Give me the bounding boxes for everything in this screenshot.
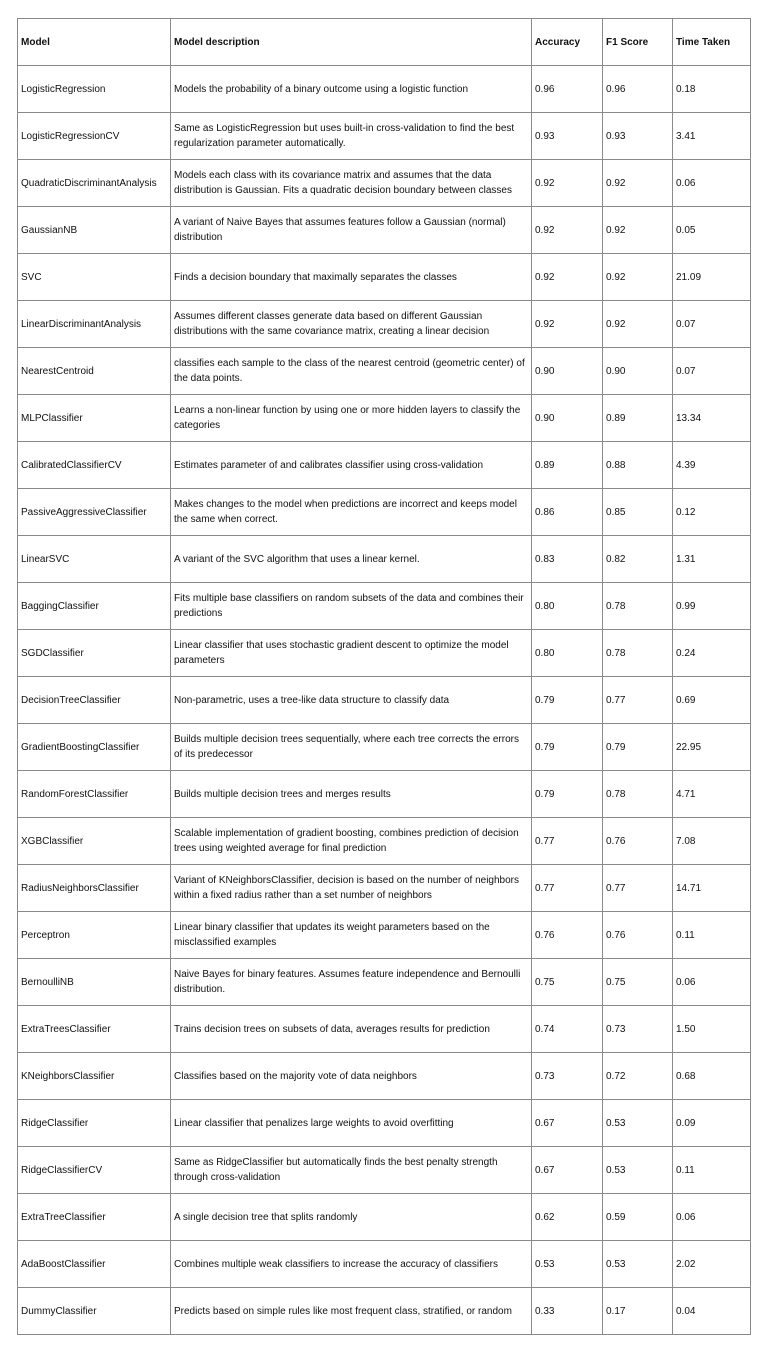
accuracy-cell: 0.86 <box>532 489 603 536</box>
time-taken-cell: 0.11 <box>673 912 751 959</box>
f1-score-cell: 0.59 <box>603 1194 673 1241</box>
model-description-cell: Combines multiple weak classifiers to increase the accuracy of classifiers <box>171 1241 532 1288</box>
table-row <box>18 1006 751 1053</box>
f1-score-cell: 0.96 <box>603 66 673 113</box>
time-taken-cell: 0.06 <box>673 160 751 207</box>
table-row <box>18 1241 751 1288</box>
table-row <box>18 959 751 1006</box>
model-description-cell: Trains decision trees on subsets of data, averages results for prediction <box>171 1006 532 1053</box>
table-row <box>18 1288 751 1335</box>
accuracy-cell: 0.79 <box>532 724 603 771</box>
header-description: Model description <box>171 19 532 66</box>
model-name-cell: LinearDiscriminantAnalysis <box>18 301 171 348</box>
f1-score-cell: 0.78 <box>603 771 673 818</box>
time-taken-cell: 13.34 <box>673 395 751 442</box>
f1-score-cell: 0.93 <box>603 113 673 160</box>
time-taken-cell: 1.50 <box>673 1006 751 1053</box>
model-description-cell: Same as RidgeClassifier but automatically finds the best penalty strength through cross-validation <box>171 1147 532 1194</box>
accuracy-cell: 0.89 <box>532 442 603 489</box>
accuracy-cell: 0.92 <box>532 207 603 254</box>
time-taken-cell: 21.09 <box>673 254 751 301</box>
header-accuracy: Accuracy <box>532 19 603 66</box>
accuracy-cell: 0.79 <box>532 677 603 724</box>
accuracy-cell: 0.90 <box>532 348 603 395</box>
accuracy-cell: 0.83 <box>532 536 603 583</box>
time-taken-cell: 22.95 <box>673 724 751 771</box>
model-name-cell: ExtraTreesClassifier <box>18 1006 171 1053</box>
accuracy-cell: 0.80 <box>532 583 603 630</box>
model-description-cell: Naive Bayes for binary features. Assumes feature independence and Bernoulli distribution. <box>171 959 532 1006</box>
table-row <box>18 1147 751 1194</box>
table-row <box>18 1194 751 1241</box>
f1-score-cell: 0.53 <box>603 1147 673 1194</box>
time-taken-cell: 0.69 <box>673 677 751 724</box>
table-row <box>18 818 751 865</box>
model-name-cell: RidgeClassifierCV <box>18 1147 171 1194</box>
accuracy-cell: 0.75 <box>532 959 603 1006</box>
model-name-cell: XGBClassifier <box>18 818 171 865</box>
model-name-cell: RandomForestClassifier <box>18 771 171 818</box>
table-row <box>18 630 751 677</box>
table-row <box>18 160 751 207</box>
accuracy-cell: 0.76 <box>532 912 603 959</box>
model-name-cell: GradientBoostingClassifier <box>18 724 171 771</box>
table-row <box>18 1053 751 1100</box>
f1-score-cell: 0.75 <box>603 959 673 1006</box>
model-name-cell: PassiveAggressiveClassifier <box>18 489 171 536</box>
model-description-cell: Makes changes to the model when predictions are incorrect and keeps model the same when correct. <box>171 489 532 536</box>
table-row <box>18 489 751 536</box>
f1-score-cell: 0.77 <box>603 677 673 724</box>
model-name-cell: GaussianNB <box>18 207 171 254</box>
time-taken-cell: 4.39 <box>673 442 751 489</box>
f1-score-cell: 0.72 <box>603 1053 673 1100</box>
model-description-cell: A single decision tree that splits randomly <box>171 1194 532 1241</box>
accuracy-cell: 0.79 <box>532 771 603 818</box>
model-name-cell: LinearSVC <box>18 536 171 583</box>
header-time-taken: Time Taken <box>673 19 751 66</box>
accuracy-cell: 0.80 <box>532 630 603 677</box>
f1-score-cell: 0.78 <box>603 583 673 630</box>
f1-score-cell: 0.92 <box>603 301 673 348</box>
model-name-cell: AdaBoostClassifier <box>18 1241 171 1288</box>
f1-score-cell: 0.53 <box>603 1241 673 1288</box>
time-taken-cell: 0.05 <box>673 207 751 254</box>
time-taken-cell: 14.71 <box>673 865 751 912</box>
time-taken-cell: 1.31 <box>673 536 751 583</box>
model-description-cell: Fits multiple base classifiers on random subsets of the data and combines their predictions <box>171 583 532 630</box>
f1-score-cell: 0.78 <box>603 630 673 677</box>
model-description-cell: Linear binary classifier that updates its weight parameters based on the misclassified examples <box>171 912 532 959</box>
accuracy-cell: 0.62 <box>532 1194 603 1241</box>
model-name-cell: DummyClassifier <box>18 1288 171 1335</box>
f1-score-cell: 0.92 <box>603 254 673 301</box>
time-taken-cell: 0.09 <box>673 1100 751 1147</box>
accuracy-cell: 0.73 <box>532 1053 603 1100</box>
f1-score-cell: 0.92 <box>603 160 673 207</box>
time-taken-cell: 7.08 <box>673 818 751 865</box>
f1-score-cell: 0.90 <box>603 348 673 395</box>
time-taken-cell: 0.68 <box>673 1053 751 1100</box>
f1-score-cell: 0.73 <box>603 1006 673 1053</box>
time-taken-cell: 0.99 <box>673 583 751 630</box>
model-description-cell: classifies each sample to the class of the nearest centroid (geometric center) of the data points. <box>171 348 532 395</box>
f1-score-cell: 0.85 <box>603 489 673 536</box>
model-description-cell: Models the probability of a binary outcome using a logistic function <box>171 66 532 113</box>
accuracy-cell: 0.92 <box>532 301 603 348</box>
table-row <box>18 442 751 489</box>
table-row <box>18 677 751 724</box>
model-description-cell: A variant of Naive Bayes that assumes features follow a Gaussian (normal) distribution <box>171 207 532 254</box>
table-row <box>18 66 751 113</box>
f1-score-cell: 0.17 <box>603 1288 673 1335</box>
model-comparison-table <box>17 18 751 1335</box>
header-f1-score: F1 Score <box>603 19 673 66</box>
model-name-cell: RidgeClassifier <box>18 1100 171 1147</box>
model-description-cell: Classifies based on the majority vote of data neighbors <box>171 1053 532 1100</box>
model-name-cell: LogisticRegression <box>18 66 171 113</box>
time-taken-cell: 0.06 <box>673 1194 751 1241</box>
accuracy-cell: 0.93 <box>532 113 603 160</box>
model-name-cell: ExtraTreeClassifier <box>18 1194 171 1241</box>
accuracy-cell: 0.77 <box>532 865 603 912</box>
table-row <box>18 1100 751 1147</box>
model-description-cell: Builds multiple decision trees and merges results <box>171 771 532 818</box>
table-row <box>18 724 751 771</box>
table-row <box>18 912 751 959</box>
f1-score-cell: 0.82 <box>603 536 673 583</box>
table-row <box>18 771 751 818</box>
model-name-cell: NearestCentroid <box>18 348 171 395</box>
time-taken-cell: 0.07 <box>673 301 751 348</box>
model-description-cell: Variant of KNeighborsClassifier, decision is based on the number of neighbors within a fixed radius rather than a set number of neighbors <box>171 865 532 912</box>
model-name-cell: BernoulliNB <box>18 959 171 1006</box>
table-row <box>18 583 751 630</box>
model-description-cell: Linear classifier that uses stochastic gradient descent to optimize the model parameters <box>171 630 532 677</box>
time-taken-cell: 2.02 <box>673 1241 751 1288</box>
table-row <box>18 301 751 348</box>
f1-score-cell: 0.92 <box>603 207 673 254</box>
table-row <box>18 254 751 301</box>
model-description-cell: Same as LogisticRegression but uses built-in cross-validation to find the best regularization parameter automatically. <box>171 113 532 160</box>
accuracy-cell: 0.53 <box>532 1241 603 1288</box>
table-row <box>18 865 751 912</box>
table-body <box>18 66 751 1335</box>
accuracy-cell: 0.77 <box>532 818 603 865</box>
time-taken-cell: 0.04 <box>673 1288 751 1335</box>
time-taken-cell: 0.11 <box>673 1147 751 1194</box>
model-name-cell: Perceptron <box>18 912 171 959</box>
model-name-cell: MLPClassifier <box>18 395 171 442</box>
time-taken-cell: 4.71 <box>673 771 751 818</box>
model-description-cell: Predicts based on simple rules like most frequent class, stratified, or random <box>171 1288 532 1335</box>
model-description-cell: Assumes different classes generate data based on different Gaussian distributions with the same covariance matrix, creating a linear decision <box>171 301 532 348</box>
model-name-cell: RadiusNeighborsClassifier <box>18 865 171 912</box>
time-taken-cell: 0.12 <box>673 489 751 536</box>
model-name-cell: DecisionTreeClassifier <box>18 677 171 724</box>
f1-score-cell: 0.89 <box>603 395 673 442</box>
accuracy-cell: 0.33 <box>532 1288 603 1335</box>
model-name-cell: BaggingClassifier <box>18 583 171 630</box>
f1-score-cell: 0.88 <box>603 442 673 489</box>
f1-score-cell: 0.76 <box>603 818 673 865</box>
f1-score-cell: 0.79 <box>603 724 673 771</box>
model-description-cell: A variant of the SVC algorithm that uses a linear kernel. <box>171 536 532 583</box>
model-description-cell: Learns a non-linear function by using one or more hidden layers to classify the categories <box>171 395 532 442</box>
f1-score-cell: 0.76 <box>603 912 673 959</box>
accuracy-cell: 0.96 <box>532 66 603 113</box>
table-row <box>18 348 751 395</box>
table-row <box>18 536 751 583</box>
model-name-cell: KNeighborsClassifier <box>18 1053 171 1100</box>
time-taken-cell: 0.06 <box>673 959 751 1006</box>
model-name-cell: LogisticRegressionCV <box>18 113 171 160</box>
model-description-cell: Non-parametric, uses a tree-like data structure to classify data <box>171 677 532 724</box>
model-name-cell: QuadraticDiscriminantAnalysis <box>18 160 171 207</box>
accuracy-cell: 0.74 <box>532 1006 603 1053</box>
time-taken-cell: 0.24 <box>673 630 751 677</box>
model-description-cell: Estimates parameter of and calibrates classifier using cross-validation <box>171 442 532 489</box>
model-description-cell: Scalable implementation of gradient boosting, combines prediction of decision trees using weighted average for final prediction <box>171 818 532 865</box>
time-taken-cell: 3.41 <box>673 113 751 160</box>
model-description-cell: Finds a decision boundary that maximally separates the classes <box>171 254 532 301</box>
time-taken-cell: 0.18 <box>673 66 751 113</box>
table-row <box>18 207 751 254</box>
model-description-cell: Models each class with its covariance matrix and assumes that the data distribution is Gaussian. Fits a quadratic decision boundary between classes <box>171 160 532 207</box>
accuracy-cell: 0.92 <box>532 254 603 301</box>
model-description-cell: Linear classifier that penalizes large weights to avoid overfitting <box>171 1100 532 1147</box>
f1-score-cell: 0.53 <box>603 1100 673 1147</box>
accuracy-cell: 0.67 <box>532 1100 603 1147</box>
time-taken-cell: 0.07 <box>673 348 751 395</box>
model-name-cell: SVC <box>18 254 171 301</box>
accuracy-cell: 0.67 <box>532 1147 603 1194</box>
table-header-row <box>18 19 751 66</box>
model-name-cell: CalibratedClassifierCV <box>18 442 171 489</box>
accuracy-cell: 0.90 <box>532 395 603 442</box>
accuracy-cell: 0.92 <box>532 160 603 207</box>
header-model: Model <box>18 19 171 66</box>
table-row <box>18 113 751 160</box>
model-name-cell: SGDClassifier <box>18 630 171 677</box>
model-description-cell: Builds multiple decision trees sequentially, where each tree corrects the errors of its predecessor <box>171 724 532 771</box>
f1-score-cell: 0.77 <box>603 865 673 912</box>
table-row <box>18 395 751 442</box>
